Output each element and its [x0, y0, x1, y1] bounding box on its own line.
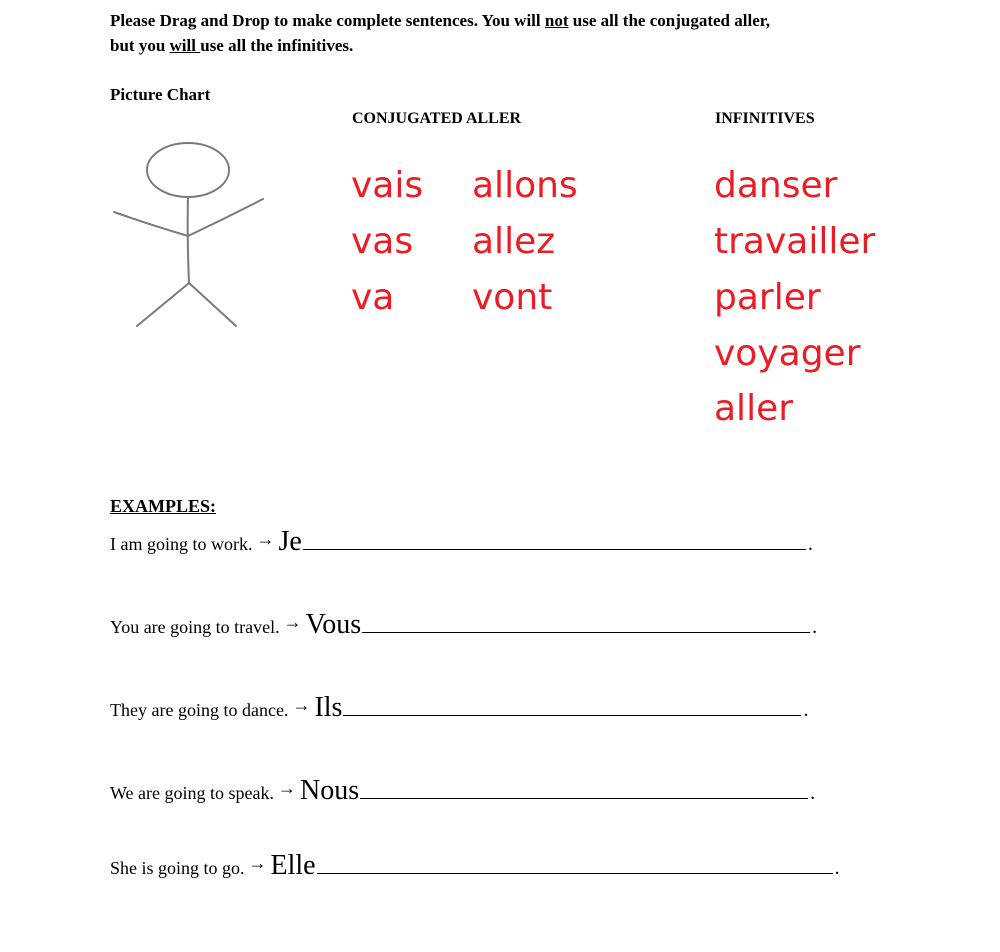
drag-word-allons[interactable]: allons: [472, 165, 578, 206]
sentence-prompt: She is going to go.: [110, 858, 245, 878]
drop-zone-blank[interactable]: [362, 612, 810, 633]
examples-title: EXAMPLES:: [110, 496, 217, 516]
sentence-period: .: [807, 533, 813, 555]
sentence-row: [110, 526, 813, 558]
drag-word-allez[interactable]: allez: [472, 221, 556, 262]
sentence-prompt: I am going to work.: [110, 534, 253, 554]
sentence-row: [110, 775, 815, 807]
drag-word-danser[interactable]: danser: [714, 165, 838, 206]
conjugated-header: CONJUGATED ALLER: [352, 110, 522, 127]
drag-word-aller[interactable]: aller: [714, 388, 794, 429]
instructions-line-2: but you will use all the infinitives.: [110, 36, 354, 55]
instructions-line-1: Please Drag and Drop to make complete sentences. You will not use all the conjugated aller,: [110, 11, 770, 30]
drag-word-travailler[interactable]: travailler: [714, 221, 876, 262]
instructions: [110, 8, 770, 58]
sentence-row: [110, 692, 808, 724]
drag-word-vais[interactable]: vais: [351, 165, 424, 206]
drag-word-voyager[interactable]: voyager: [714, 333, 861, 374]
sentence-row: [110, 609, 817, 641]
infinitives-header: INFINITIVES: [715, 110, 815, 127]
drop-zone-blank[interactable]: [360, 778, 808, 799]
sentence-subject: Ils: [314, 692, 343, 723]
arrow-right-icon: →: [256, 529, 275, 549]
emphasis-not: not: [544, 11, 569, 30]
sentence-subject: Nous: [300, 775, 360, 806]
picture-chart-title: Picture Chart: [110, 85, 211, 104]
sentence-prompt: They are going to dance.: [110, 700, 289, 720]
drop-zone-blank[interactable]: [317, 853, 833, 874]
emphasis-will: will: [169, 36, 201, 55]
sentence-subject: Vous: [305, 609, 362, 640]
drag-word-parler[interactable]: parler: [714, 277, 821, 318]
sentence-prompt: We are going to speak.: [110, 783, 274, 803]
sentence-period: .: [803, 699, 809, 721]
arrow-right-icon: →: [283, 612, 302, 632]
sentence-period: .: [810, 782, 816, 804]
arrow-right-icon: →: [248, 853, 267, 873]
drag-word-vas[interactable]: vas: [351, 221, 414, 262]
sentence-period: .: [834, 857, 840, 879]
sentence-subject: Elle: [270, 850, 316, 881]
drop-zone-blank[interactable]: [303, 529, 806, 550]
sentence-row: [110, 850, 840, 882]
arrow-right-icon: →: [292, 695, 311, 715]
arrow-right-icon: →: [278, 778, 296, 798]
sentence-period: .: [812, 616, 818, 638]
sentence-prompt: You are going to travel.: [110, 617, 280, 637]
sentence-subject: Je: [278, 526, 302, 557]
stick-figure-icon: [108, 136, 273, 331]
drop-zone-blank[interactable]: [343, 695, 801, 716]
drag-word-vont[interactable]: vont: [472, 277, 553, 318]
drag-word-va[interactable]: va: [351, 277, 395, 318]
